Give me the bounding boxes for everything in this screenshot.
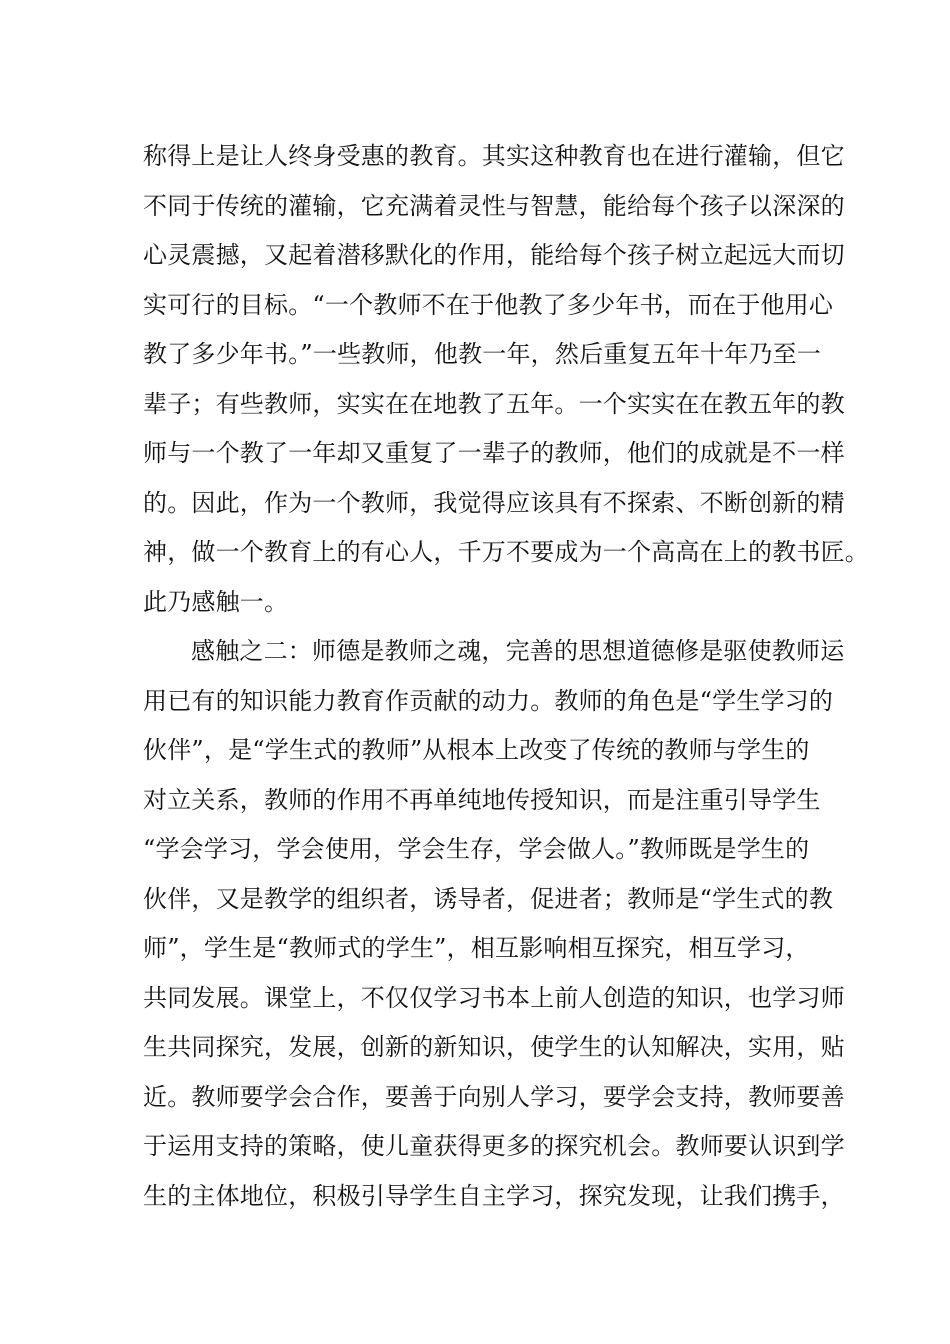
- text-line: “学会学习，学会使用，学会生存，学会做人。”教师既是学生的: [143, 835, 810, 863]
- text-line: 生的主体地位，积极引导学生自主学习，探究发现，让我们携手，: [143, 1181, 845, 1210]
- text-line: 辈子；有些教师，实实在在地教了五年。一个实实在在教五年的教: [143, 389, 845, 418]
- text-line: 师与一个教了一年却又重复了一辈子的教师，他们的成就是不一样: [143, 439, 845, 467]
- body-text: [143, 132, 869, 1221]
- text-line: 心灵震撼，又起着潜移默化的作用，能给每个孩子树立起远大而切: [143, 241, 845, 269]
- text-line: 实可行的目标。“一个教师不在于他教了多少年书，而在于他用心: [143, 290, 834, 319]
- text-line: 对立关系，教师的作用不再单纯地传授知识，而是注重引导学生: [143, 785, 821, 814]
- text-line: 神，做一个教育上的有心人，千万不要成为一个高高在上的教书匠。: [143, 538, 869, 566]
- text-line: 师”，学生是“教师式的学生”，相互影响相互探究，相互学习，: [143, 934, 810, 962]
- text-line: 称得上是让人终身受惠的教育。其实这种教育也在进行灌输，但它: [143, 142, 845, 170]
- text-line: 伙伴”，是“学生式的教师”从根本上改变了传统的教师与学生的: [143, 736, 810, 764]
- paragraph-start-line: 感触之二：师德是教师之魂，完善的思想道德修是驱使教师运: [191, 637, 845, 665]
- text-line: 生共同探究，发展，创新的新知识，使学生的认知解决，实用，贴: [143, 1033, 845, 1061]
- text-line: 伙伴，又是教学的组织者，诱导者，促进者；教师是“学生式的教: [143, 884, 834, 913]
- text-line: 用已有的知识能力教育作贡献的动力。教师的角色是“学生学习的: [143, 686, 834, 715]
- text-line: 不同于传统的灌输，它充满着灵性与智慧，能给每个孩子以深深的: [143, 191, 845, 220]
- text-line: 于运用支持的策略，使儿童获得更多的探究机会。教师要认识到学: [143, 1132, 845, 1160]
- text-line: 此乃感触一。: [143, 587, 289, 616]
- text-line: 的。因此，作为一个教师，我觉得应该具有不探索、不断创新的精: [143, 488, 845, 517]
- text-line: 教了多少年书。”一些教师，他教一年，然后重复五年十年乃至一: [143, 340, 822, 368]
- text-line: 近。教师要学会合作，要善于向别人学习，要学会支持，教师要善: [143, 1082, 845, 1111]
- text-line: 共同发展。课堂上，不仅仅学习书本上前人创造的知识，也学习师: [143, 983, 845, 1012]
